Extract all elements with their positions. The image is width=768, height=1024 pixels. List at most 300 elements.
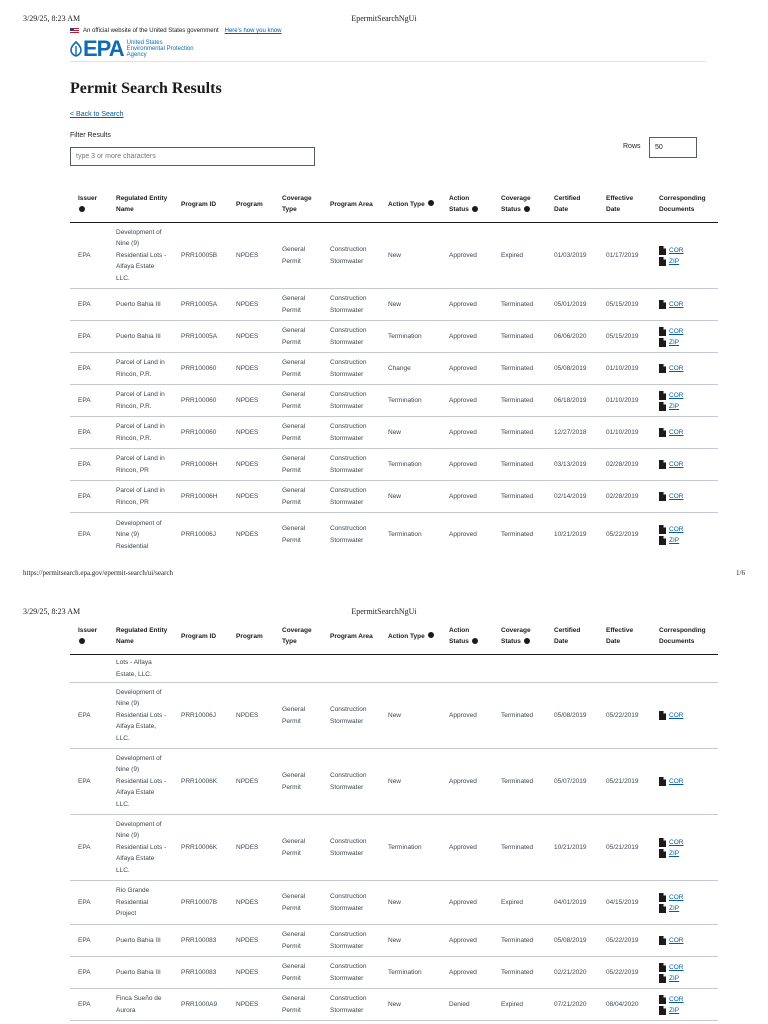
column-header-label: Regulated Entity Name xyxy=(116,195,168,213)
table-row xyxy=(70,925,718,957)
table-row xyxy=(70,881,718,925)
document-link-label[interactable]: COR xyxy=(669,937,684,944)
document-link-label[interactable]: ZIP xyxy=(669,536,680,544)
print-timestamp: 3/29/25, 8:23 AM xyxy=(23,14,81,23)
table-row xyxy=(70,353,718,385)
column-header-7[interactable] xyxy=(441,618,493,655)
column-header-9[interactable] xyxy=(546,618,598,655)
column-header-8[interactable] xyxy=(493,186,546,223)
program-area-cell: Construction Stormwater xyxy=(322,957,380,989)
column-header-label: Action Type xyxy=(388,632,425,640)
column-header-0[interactable] xyxy=(70,618,108,655)
column-header-10[interactable] xyxy=(598,186,651,223)
file-download-icon xyxy=(659,525,666,534)
document-link-label[interactable]: COR xyxy=(669,365,684,372)
program-id-cell: PRR10006H xyxy=(173,449,228,481)
info-icon[interactable] xyxy=(524,638,530,644)
documents-cell xyxy=(651,925,718,957)
document-link-label[interactable]: ZIP xyxy=(669,257,680,265)
program-cell: NPDES xyxy=(228,989,274,1021)
certified-date-cell: 10/21/2019 xyxy=(554,531,587,538)
certified-date-cell: 02/14/2019 xyxy=(546,481,598,513)
action-status-cell: Approved xyxy=(441,749,493,815)
action-type-cell: New xyxy=(380,417,441,449)
certified-date-cell: 05/01/2019 xyxy=(546,289,598,321)
file-download-icon xyxy=(659,492,666,501)
program-id-cell: PRR10005A xyxy=(173,321,228,353)
coverage-status-cell: Terminated xyxy=(493,449,546,481)
document-link-zip[interactable] xyxy=(659,401,714,412)
program-id-cell: PRR100060 xyxy=(173,353,228,385)
document-link-cor[interactable] xyxy=(659,837,714,848)
gov-banner-text: An official website of the United States government xyxy=(83,28,219,34)
issuer-cell: EPA xyxy=(70,385,108,417)
column-header-0[interactable] xyxy=(70,186,108,223)
program-cell: NPDES xyxy=(228,417,274,449)
document-link-zip[interactable] xyxy=(659,256,714,267)
heres-how-you-know-link[interactable]: Here's how you know xyxy=(224,28,282,34)
gov-banner xyxy=(70,28,281,34)
entity-name-cell: Finca Sueño de Aurora xyxy=(108,989,173,1021)
document-link-cor[interactable] xyxy=(659,491,714,502)
effective-date-cell: 05/22/2019 xyxy=(598,957,651,989)
effective-date-cell: 01/17/2019 xyxy=(598,223,651,289)
coverage-type-cell: General Permit xyxy=(274,449,322,481)
document-link-zip[interactable] xyxy=(659,848,714,859)
info-icon[interactable] xyxy=(524,206,530,212)
program-id-cell: PRR10006J xyxy=(173,683,228,749)
documents-cell xyxy=(651,655,718,683)
file-download-icon xyxy=(659,838,666,847)
action-type-cell: Termination xyxy=(380,385,441,417)
coverage-type-cell: General Permit xyxy=(282,525,306,544)
certified-date-cell: 12/27/2018 xyxy=(546,417,598,449)
file-download-icon xyxy=(659,246,666,255)
file-download-icon xyxy=(659,995,666,1004)
documents-cell xyxy=(651,481,718,513)
document-link-zip[interactable] xyxy=(659,903,714,914)
program-cell: NPDES xyxy=(236,531,259,538)
program-id-cell: PRR10006J xyxy=(181,531,217,538)
action-type-cell xyxy=(380,655,441,683)
effective-date-cell: 01/10/2019 xyxy=(598,417,651,449)
action-status-cell: Approved xyxy=(441,385,493,417)
document-link-label[interactable]: ZIP xyxy=(669,974,680,982)
file-download-icon xyxy=(659,428,666,437)
coverage-status-cell: Terminated xyxy=(493,385,546,417)
coverage-type-cell: General Permit xyxy=(274,749,322,815)
documents-cell xyxy=(651,449,718,481)
document-link-label[interactable]: COR xyxy=(669,461,684,468)
back-to-search-link[interactable]: < Back to Search xyxy=(70,111,124,118)
certified-date-cell: 05/08/2019 xyxy=(546,353,598,385)
program-cell: NPDES xyxy=(228,223,274,289)
documents-cell xyxy=(651,417,718,449)
program-id-cell: PRR10005A xyxy=(173,289,228,321)
action-type-cell: New xyxy=(380,683,441,749)
document-link-label[interactable]: ZIP xyxy=(669,904,680,912)
action-status-cell: Approved xyxy=(441,321,493,353)
program-cell: NPDES xyxy=(228,385,274,417)
program-area-cell: Construction Stormwater xyxy=(322,385,380,417)
document-link-label[interactable]: COR xyxy=(669,429,684,436)
results-table-body-page1 xyxy=(70,223,718,557)
program-area-cell: Construction Stormwater xyxy=(322,683,380,749)
column-header-label: Regulated Entity Name xyxy=(116,627,168,645)
document-link-label[interactable]: COR xyxy=(669,493,684,500)
info-icon[interactable] xyxy=(428,632,434,638)
table-row xyxy=(70,417,718,449)
effective-date-cell: 05/22/2019 xyxy=(598,925,651,957)
document-link-cor[interactable] xyxy=(659,459,714,470)
effective-date-cell: 05/15/2019 xyxy=(598,321,651,353)
document-link-label[interactable]: COR xyxy=(669,995,684,1003)
program-id-cell: PRR1000A9 xyxy=(173,989,228,1021)
column-header-9[interactable] xyxy=(546,186,598,223)
effective-date-cell: 02/28/2019 xyxy=(598,449,651,481)
documents-cell xyxy=(651,749,718,815)
document-link-label[interactable]: COR xyxy=(669,778,684,785)
document-link-cor[interactable] xyxy=(659,390,714,401)
action-type-cell: Termination xyxy=(380,815,441,881)
document-link-cor[interactable] xyxy=(659,776,714,787)
coverage-type-cell: General Permit xyxy=(274,925,322,957)
program-area-cell: Construction Stormwater xyxy=(322,353,380,385)
program-id-cell: PRR10006H xyxy=(173,481,228,513)
column-header-8[interactable] xyxy=(493,618,546,655)
issuer-cell: EPA xyxy=(70,749,108,815)
column-header-label: Corresponding Documents xyxy=(659,195,706,213)
coverage-status-cell: Terminated xyxy=(493,749,546,815)
coverage-type-cell: General Permit xyxy=(274,353,322,385)
coverage-type-cell xyxy=(274,655,322,683)
document-link-cor[interactable] xyxy=(659,427,714,438)
table-row xyxy=(70,989,718,1021)
document-link-zip[interactable] xyxy=(659,337,714,348)
column-header-2[interactable] xyxy=(173,618,228,655)
entity-name-cell: Parcel of Land in Rincón, P.R. xyxy=(108,417,173,449)
documents-cell xyxy=(651,321,718,353)
action-status-cell: Approved xyxy=(441,417,493,449)
column-header-label: Issuer xyxy=(78,627,98,634)
file-download-icon xyxy=(659,974,666,983)
info-icon[interactable] xyxy=(79,638,85,644)
print-timestamp: 3/29/25, 8:23 AM xyxy=(23,607,81,616)
document-link-label[interactable]: COR xyxy=(669,246,684,254)
results-table-body-page2 xyxy=(70,655,718,1021)
coverage-type-cell: General Permit xyxy=(274,321,322,353)
issuer-cell: EPA xyxy=(70,957,108,989)
epa-logo[interactable] xyxy=(70,36,194,61)
action-type-cell: New xyxy=(380,223,441,289)
action-status-cell: Approved xyxy=(441,481,493,513)
table-header-row xyxy=(70,186,718,223)
column-header-6[interactable] xyxy=(380,618,441,655)
action-type-cell: Termination xyxy=(388,531,422,538)
table-row xyxy=(70,749,718,815)
info-icon[interactable] xyxy=(472,206,478,212)
document-link-label[interactable]: COR xyxy=(669,838,684,846)
table-row xyxy=(70,385,718,417)
action-status-cell: Approved xyxy=(441,925,493,957)
column-header-4[interactable] xyxy=(274,186,322,223)
coverage-type-cell: General Permit xyxy=(274,481,322,513)
program-cell: NPDES xyxy=(228,925,274,957)
action-type-cell: New xyxy=(380,989,441,1021)
documents-cell xyxy=(651,815,718,881)
issuer-cell: EPA xyxy=(70,289,108,321)
program-id-cell: PRR100060 xyxy=(173,417,228,449)
coverage-status-cell: Terminated xyxy=(493,481,546,513)
issuer-cell: EPA xyxy=(70,481,108,513)
column-header-10[interactable] xyxy=(598,618,651,655)
action-status-cell: Approved xyxy=(441,957,493,989)
effective-date-cell: 05/21/2019 xyxy=(598,815,651,881)
file-download-icon xyxy=(659,1006,666,1015)
certified-date-cell: 05/08/2019 xyxy=(546,683,598,749)
column-header-label: Program xyxy=(236,632,263,640)
column-header-4[interactable] xyxy=(274,618,322,655)
program-id-cell xyxy=(173,655,228,683)
program-area-cell: Construction Stormwater xyxy=(322,449,380,481)
documents-cell xyxy=(651,385,718,417)
coverage-status-cell xyxy=(493,655,546,683)
info-icon[interactable] xyxy=(79,206,85,212)
epa-wordmark: EPA xyxy=(83,36,124,61)
print-url: https://permitsearch.epa.gov/epermit-search/ui/search xyxy=(23,569,174,577)
document-link-label[interactable]: COR xyxy=(669,391,684,399)
coverage-type-cell: General Permit xyxy=(274,989,322,1021)
documents-cell xyxy=(651,957,718,989)
file-download-icon xyxy=(659,327,666,336)
issuer-cell: EPA xyxy=(70,321,108,353)
effective-date-cell: 02/28/2019 xyxy=(598,481,651,513)
column-header-11[interactable] xyxy=(651,186,718,223)
program-area-cell: Construction Stormwater xyxy=(322,481,380,513)
effective-date-cell: 08/04/2020 xyxy=(598,989,651,1021)
document-link-zip[interactable] xyxy=(659,1005,714,1016)
certified-date-cell: 05/08/2019 xyxy=(546,925,598,957)
info-icon[interactable] xyxy=(472,638,478,644)
certified-date-cell: 02/21/2020 xyxy=(546,957,598,989)
issuer-cell: EPA xyxy=(70,881,108,925)
action-status-cell: Approved xyxy=(441,289,493,321)
column-header-label: Coverage Status xyxy=(501,627,531,645)
document-link-label[interactable]: ZIP xyxy=(669,338,680,346)
document-link-zip[interactable] xyxy=(659,535,714,546)
entity-name-cell: Development of Nine (9) Residential xyxy=(116,519,162,550)
table-row xyxy=(70,957,718,989)
file-download-icon xyxy=(659,963,666,972)
program-id-cell: PRR10006K xyxy=(173,749,228,815)
document-link-label[interactable]: COR xyxy=(669,893,684,901)
file-download-icon xyxy=(659,849,666,858)
document-link-label[interactable]: ZIP xyxy=(669,402,680,410)
action-type-cell: Termination xyxy=(380,449,441,481)
action-type-cell: New xyxy=(380,881,441,925)
column-header-label: Action Status xyxy=(449,627,470,645)
epa-agency-name: United States Environmental Protection Agency xyxy=(126,40,194,58)
action-status-cell: Approved xyxy=(441,683,493,749)
table-row xyxy=(70,481,718,513)
coverage-type-cell: General Permit xyxy=(274,223,322,289)
coverage-type-cell: General Permit xyxy=(274,289,322,321)
document-link-label[interactable]: COR xyxy=(669,963,684,971)
file-download-icon xyxy=(659,391,666,400)
certified-date-cell: 03/13/2019 xyxy=(546,449,598,481)
entity-name-cell: Development of Nine (9) Residential Lots - Alfaya Estate LLC. xyxy=(108,815,173,881)
coverage-type-cell: General Permit xyxy=(274,957,322,989)
document-link-label[interactable]: ZIP xyxy=(669,849,680,857)
program-cell: NPDES xyxy=(228,881,274,925)
coverage-type-cell: General Permit xyxy=(274,815,322,881)
entity-name-cell: Parcel of Land in Rincon, PR xyxy=(108,481,173,513)
program-cell: NPDES xyxy=(228,289,274,321)
file-download-icon xyxy=(659,300,666,309)
file-download-icon xyxy=(659,364,666,373)
effective-date-cell: 01/10/2019 xyxy=(598,353,651,385)
column-header-label: Coverage Type xyxy=(282,195,312,213)
entity-name-cell: Puerto Bahia III xyxy=(108,957,173,989)
action-status-cell: Approved xyxy=(441,353,493,385)
document-link-cor[interactable] xyxy=(659,299,714,310)
column-header-label: Program ID xyxy=(181,632,217,640)
info-icon[interactable] xyxy=(428,200,434,206)
program-area-cell: Construction Stormwater xyxy=(322,749,380,815)
coverage-status-cell: Terminated xyxy=(493,957,546,989)
print-page-number: 1/6 xyxy=(736,569,745,577)
issuer-cell: EPA xyxy=(70,815,108,881)
column-header-label: Program Area xyxy=(330,632,373,640)
entity-name-cell: Development of Nine (9) Residential Lots - Alfaya Estate LLC. xyxy=(108,223,173,289)
certified-date-cell: 01/03/2019 xyxy=(546,223,598,289)
program-id-cell: PRR10005B xyxy=(173,223,228,289)
document-link-label[interactable]: COR xyxy=(669,301,684,308)
document-link-cor[interactable] xyxy=(659,935,714,946)
document-link-cor[interactable] xyxy=(659,892,714,903)
certified-date-cell: 10/21/2019 xyxy=(546,815,598,881)
document-link-cor[interactable] xyxy=(659,245,714,256)
coverage-status-cell: Expired xyxy=(493,881,546,925)
table-header-row xyxy=(70,618,718,655)
coverage-status-cell: Terminated xyxy=(493,289,546,321)
file-download-icon xyxy=(659,893,666,902)
document-link-label[interactable]: COR xyxy=(669,525,684,533)
program-cell: NPDES xyxy=(228,353,274,385)
column-header-1[interactable] xyxy=(108,186,173,223)
document-link-zip[interactable] xyxy=(659,973,714,984)
coverage-status-cell: Terminated xyxy=(493,353,546,385)
issuer-cell: EPA xyxy=(70,683,108,749)
program-area-cell: Construction Stormwater xyxy=(322,881,380,925)
program-area-cell: Construction Stormwater xyxy=(322,321,380,353)
document-link-label[interactable]: COR xyxy=(669,327,684,335)
document-link-cor[interactable] xyxy=(659,326,714,337)
documents-cell xyxy=(651,223,718,289)
effective-date-cell: 04/15/2019 xyxy=(598,881,651,925)
issuer-cell: EPA xyxy=(70,417,108,449)
program-cell: NPDES xyxy=(228,321,274,353)
file-download-icon xyxy=(659,402,666,411)
column-header-11[interactable] xyxy=(651,618,718,655)
print-page-title: EpermitSearchNgUi xyxy=(351,607,417,616)
effective-date-cell: 05/15/2019 xyxy=(598,289,651,321)
action-type-cell: New xyxy=(380,749,441,815)
action-status-cell: Approved xyxy=(441,881,493,925)
coverage-status-cell: Terminated xyxy=(501,531,534,538)
document-link-cor[interactable] xyxy=(659,962,714,973)
program-area-cell: Construction Stormwater xyxy=(322,815,380,881)
column-header-2[interactable] xyxy=(173,186,228,223)
entity-name-cell: Parcel of Land in Rincón, P.R. xyxy=(108,353,173,385)
action-status-cell xyxy=(441,655,493,683)
column-header-3[interactable] xyxy=(228,618,274,655)
coverage-status-cell: Terminated xyxy=(493,321,546,353)
coverage-status-cell: Terminated xyxy=(493,417,546,449)
action-type-cell: Termination xyxy=(380,957,441,989)
documents-cell xyxy=(651,989,718,1021)
documents-cell xyxy=(651,683,718,749)
file-download-icon xyxy=(659,777,666,786)
column-header-1[interactable] xyxy=(108,618,173,655)
column-header-label: Coverage Status xyxy=(501,195,531,213)
column-header-label: Certified Date xyxy=(554,195,581,213)
document-link-cor[interactable] xyxy=(659,994,714,1005)
document-link-cor[interactable] xyxy=(659,363,714,374)
rows-input[interactable] xyxy=(649,137,697,158)
column-header-6[interactable] xyxy=(380,186,441,223)
documents-cell xyxy=(651,289,718,321)
column-header-7[interactable] xyxy=(441,186,493,223)
coverage-status-cell: Terminated xyxy=(493,925,546,957)
page-title: Permit Search Results xyxy=(70,80,222,97)
document-link-label[interactable]: COR xyxy=(669,712,684,719)
column-header-5[interactable] xyxy=(322,186,380,223)
document-link-cor[interactable] xyxy=(659,524,714,535)
entity-name-cell: Puerto Bahia III xyxy=(108,321,173,353)
column-header-5[interactable] xyxy=(322,618,380,655)
coverage-type-cell: General Permit xyxy=(274,881,322,925)
file-download-icon xyxy=(659,904,666,913)
program-area-cell: Construction Stormwater xyxy=(330,525,367,544)
effective-date-cell: 05/22/2019 xyxy=(606,531,639,538)
documents-cell xyxy=(651,513,718,557)
column-header-3[interactable] xyxy=(228,186,274,223)
coverage-type-cell: General Permit xyxy=(274,385,322,417)
file-download-icon xyxy=(659,460,666,469)
rows-label: Rows xyxy=(623,143,641,150)
issuer-cell: EPA xyxy=(70,449,108,481)
program-id-cell: PRR100060 xyxy=(173,385,228,417)
documents-cell xyxy=(651,353,718,385)
program-cell: NPDES xyxy=(228,683,274,749)
table-row xyxy=(70,655,718,683)
table-row xyxy=(70,683,718,749)
print-page-title: EpermitSearchNgUi xyxy=(351,14,417,23)
table-row xyxy=(70,513,718,557)
action-type-cell: Change xyxy=(380,353,441,385)
document-link-label[interactable]: ZIP xyxy=(669,1006,680,1014)
program-area-cell: Construction Stormwater xyxy=(322,223,380,289)
filter-input[interactable] xyxy=(70,147,315,166)
program-id-cell: PRR100083 xyxy=(173,925,228,957)
effective-date-cell xyxy=(598,655,651,683)
program-cell xyxy=(228,655,274,683)
issuer-cell: EPA xyxy=(70,223,108,289)
document-link-cor[interactable] xyxy=(659,710,714,721)
program-area-cell: Construction Stormwater xyxy=(322,989,380,1021)
certified-date-cell xyxy=(546,655,598,683)
